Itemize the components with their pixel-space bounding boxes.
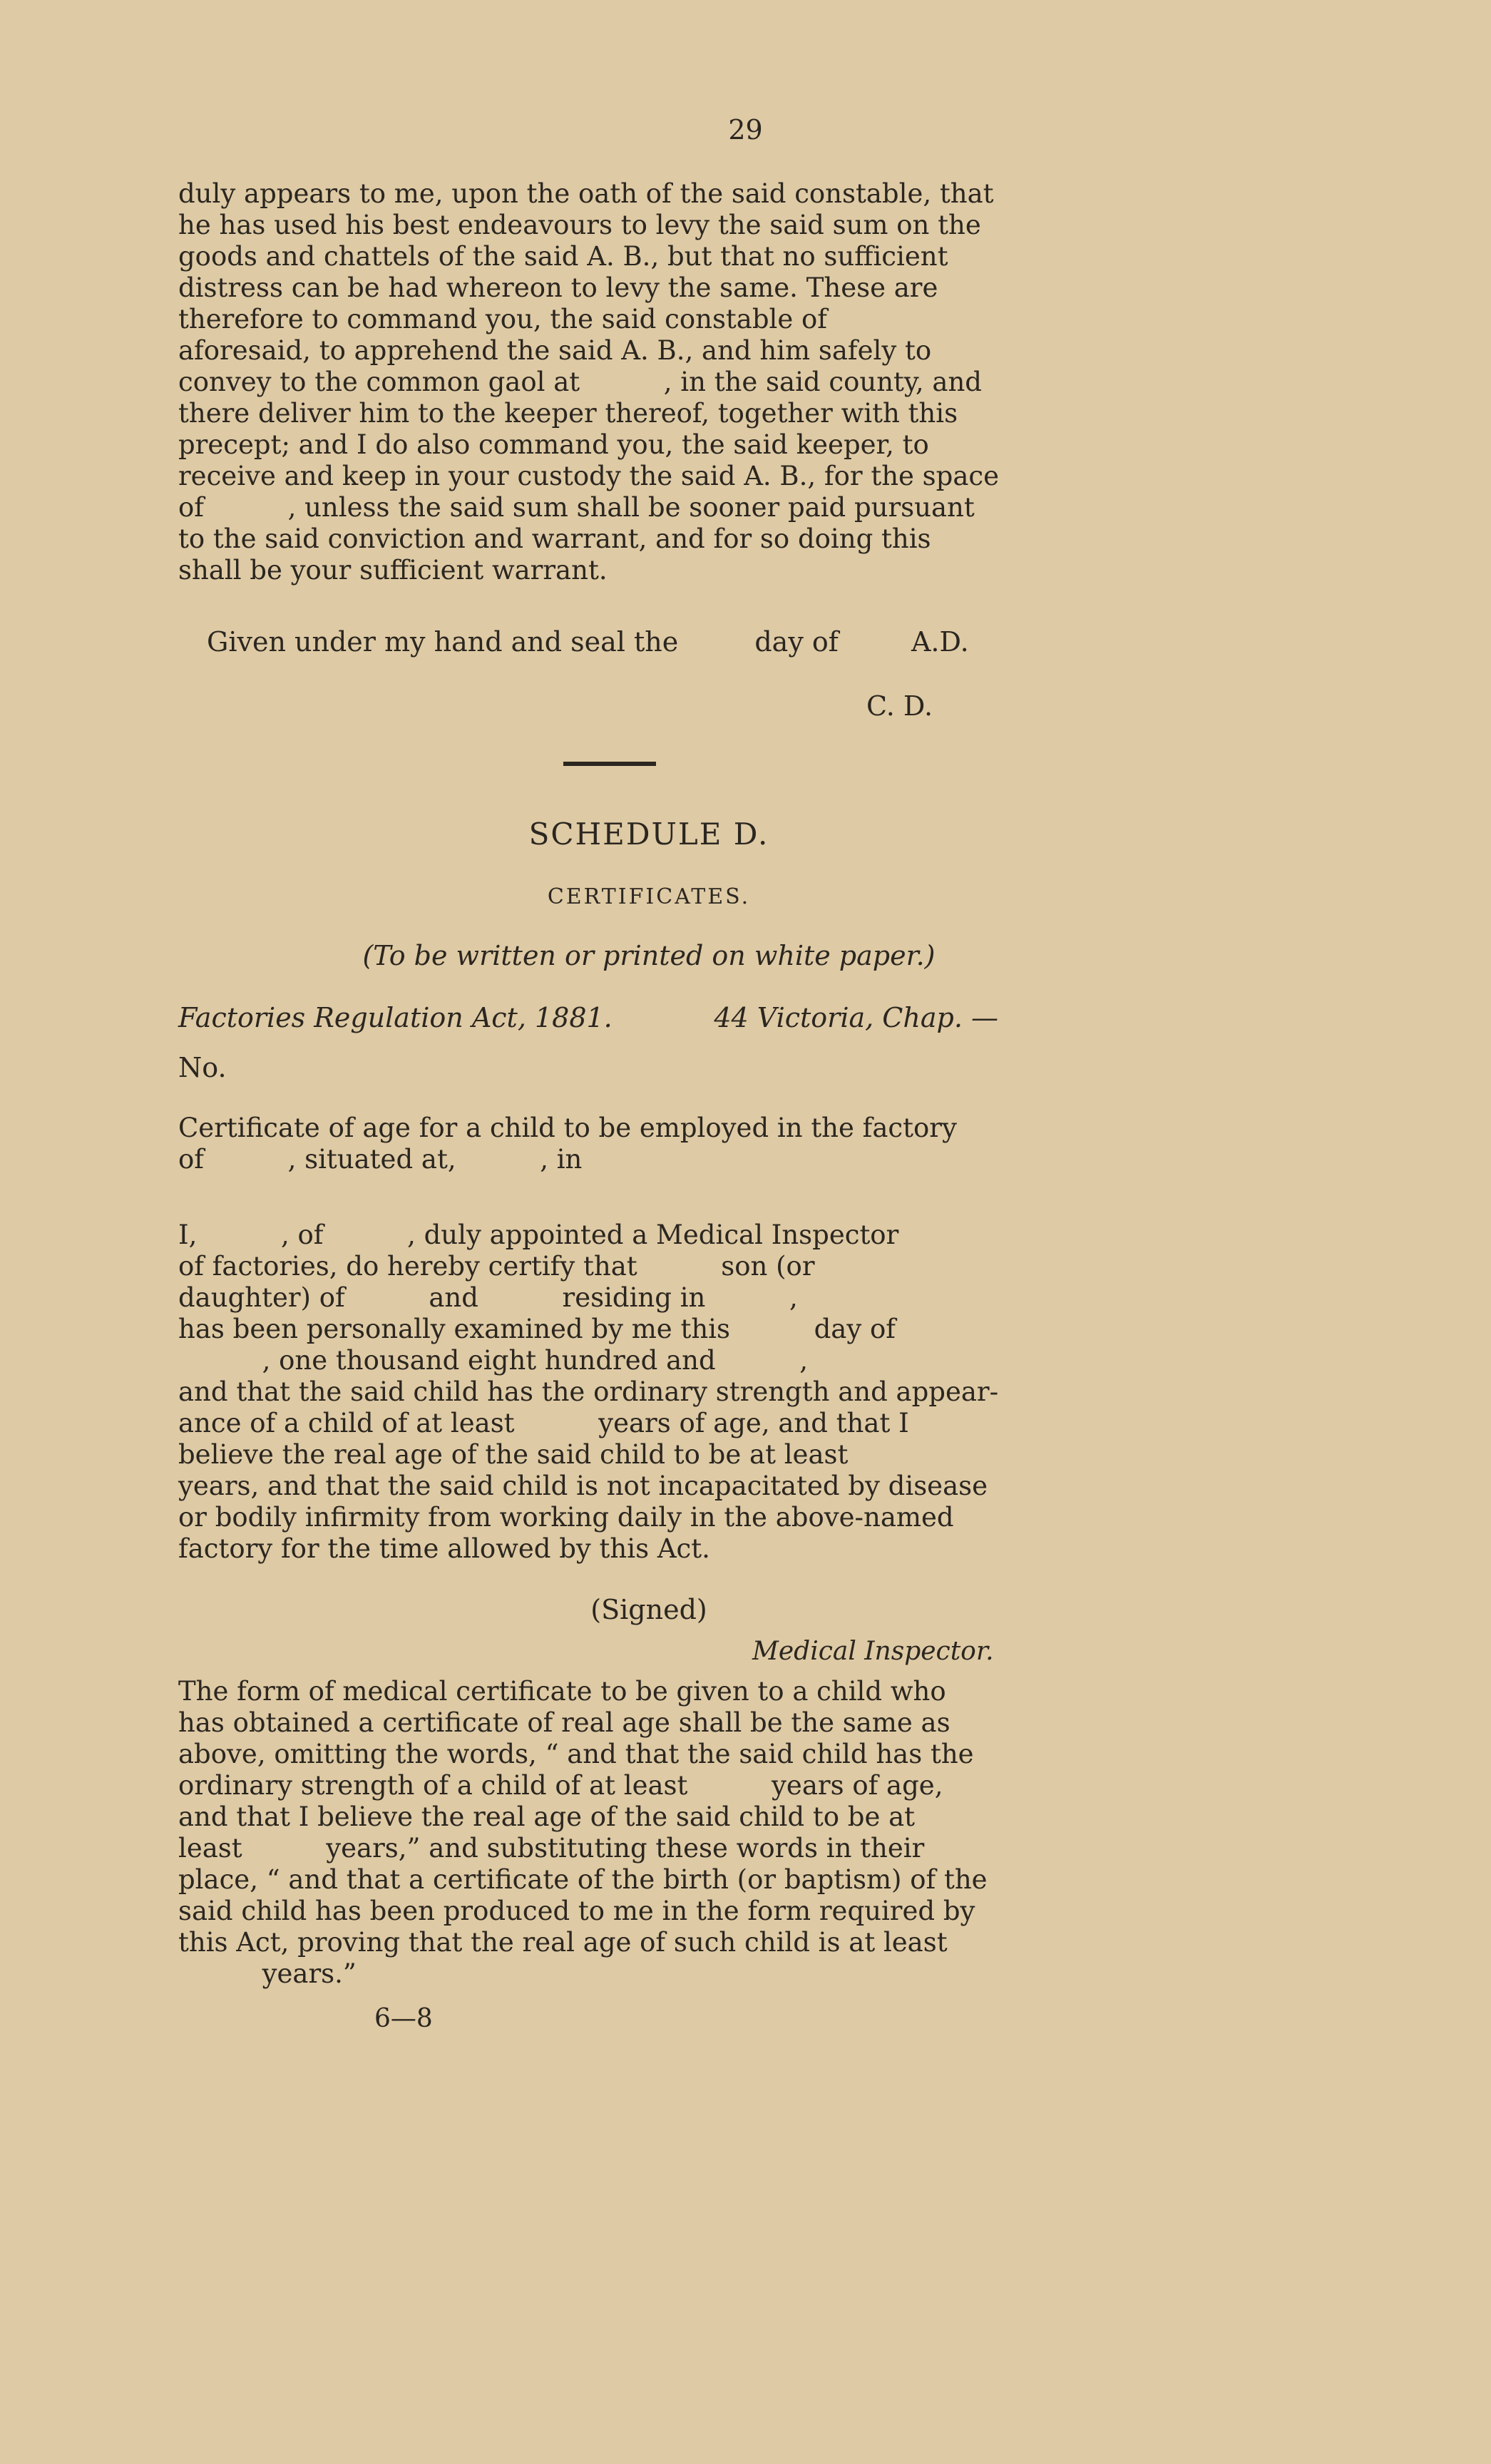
paper-note: (To be written or printed on white paper.) [362,940,936,971]
text-line: least years,” and substituting these words in their [178,1833,925,1864]
text-line: believe the real age of the said child to be at least [178,1439,849,1470]
text-line: and that I believe the real age of the said child to be at [178,1801,916,1832]
medical-form-paragraph [178,1676,1034,1990]
text-line: of , situated at, , in [178,1144,583,1175]
text-line: said child has been produced to me in the form required by [178,1896,975,1926]
given-ad: A.D. [911,626,969,658]
signatory-initials: C. D. [866,690,933,722]
certificate-intro [178,1113,1034,1175]
printer-signature-mark: 6—8 [374,2004,433,2033]
text-line: duly appears to me, upon the oath of the said constable, that [178,178,994,209]
text-line: factory for the time allowed by this Act. [178,1533,710,1564]
given-under-hand-line [207,626,969,658]
text-line: of factories, do hereby certify that son (or [178,1251,815,1282]
given-day-of: day of [754,626,839,658]
text-line: or bodily infirmity from working daily in the above-named [178,1502,954,1533]
text-line: The form of medical certificate to be given to a child who [178,1676,946,1707]
text-line: and that the said child has the ordinary strength and appear- [178,1376,999,1407]
text-line: , one thousand eight hundred and , [178,1345,809,1376]
certificate-body [178,1220,1034,1565]
text-line: ance of a child of at least years of age, and that I [178,1408,909,1438]
act-title: Factories Regulation Act, 1881. [178,1002,613,1033]
certificates-heading: CERTIFICATES. [547,884,751,909]
text-line: receive and keep in your custody the said A. B., for the space [178,461,1000,491]
text-line: goods and chattels of the said A. B., but that no sufficient [178,241,948,272]
text-line: years, and that the said child is not incapacitated by disease [178,1471,988,1501]
text-line: shall be your sufficient warrant. [178,555,608,586]
text-line: there deliver him to the keeper thereof, together with this [178,398,958,429]
text-line: aforesaid, to apprehend the said A. B., and him safely to [178,335,932,366]
text-line: years.” [178,1958,357,1989]
given-prefix: Given under my hand and seal the [207,626,679,658]
text-line: I, , of , duly appointed a Medical Inspector [178,1220,899,1250]
text-line: has obtained a certificate of real age shall be the same as [178,1707,951,1738]
text-line: of , unless the said sum shall be sooner paid pursuant [178,492,975,523]
text-line: convey to the common gaol at , in the said county, and [178,367,982,397]
certificate-number-label: No. [178,1052,227,1083]
medical-inspector-label: Medical Inspector. [752,1637,994,1666]
warrant-paragraph [178,178,1034,586]
text-line: above, omitting the words, “ and that the said child has the [178,1739,974,1769]
text-line: has been personally examined by me this day of [178,1314,896,1344]
page-number: 29 [728,114,763,145]
text-line: he has used his best endeavours to levy the said sum on the [178,210,981,240]
text-line: Certificate of age for a child to be employed in the factory [178,1113,957,1143]
act-reference: 44 Victoria, Chap. — [714,1002,998,1033]
act-line [178,1002,998,1033]
signed-label: (Signed) [590,1594,707,1625]
text-line: place, “ and that a certificate of the birth (or baptism) of the [178,1864,988,1895]
section-divider [563,762,656,766]
schedule-title: SCHEDULE D. [528,817,769,852]
text-line: distress can be had whereon to levy the same. These are [178,272,938,303]
text-line: precept; and I do also command you, the said keeper, to [178,429,929,460]
text-line: this Act, proving that the real age of such child is at least [178,1927,948,1958]
text-line: daughter) of and residing in , [178,1282,798,1313]
text-line: therefore to command you, the said constable of [178,304,828,334]
text-line: ordinary strength of a child of at least years of age, [178,1770,943,1801]
text-line: to the said conviction and warrant, and for so doing this [178,523,931,554]
